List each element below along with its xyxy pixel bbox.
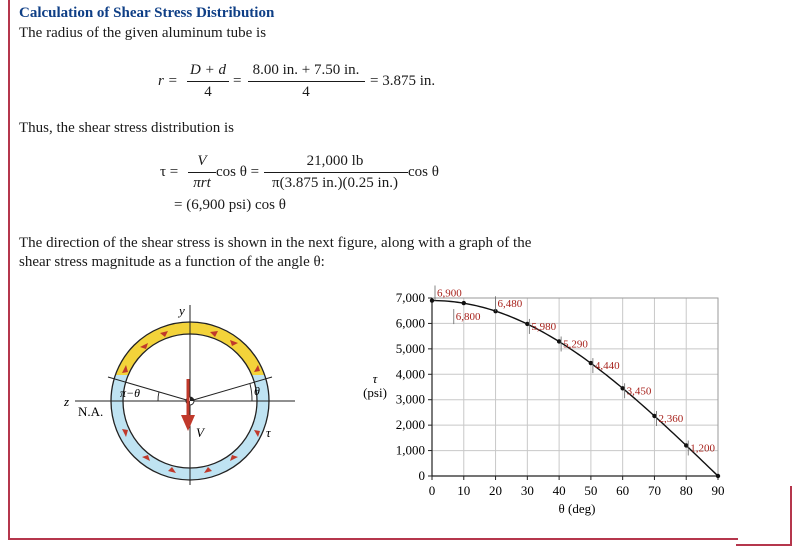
chart-tick-labels [395, 287, 725, 498]
y-tick-label-2: 2,000 [395, 417, 425, 433]
x-tick-label-3: 30 [520, 483, 534, 498]
shear-tail: cos θ [408, 164, 439, 180]
y-tick-label-6: 6,000 [395, 315, 425, 331]
data-label-7: 2,360 [658, 412, 684, 425]
shear-fraction2-numerator: 21,000 lb [306, 153, 364, 169]
radius-fraction1-bar [187, 81, 229, 82]
tube-cross-section-figure [60, 295, 320, 495]
x-tick-label-9: 90 [711, 483, 725, 498]
data-point-4 [557, 339, 561, 343]
radius-equals: = [233, 73, 242, 89]
radius-fraction2-bar [248, 81, 365, 82]
theta-angle-label: θ [254, 384, 260, 398]
x-tick-label-7: 70 [647, 483, 661, 498]
data-point-3 [525, 322, 529, 326]
data-label-3: 5,980 [531, 320, 557, 333]
y-tick-label-0: 0 [418, 468, 425, 483]
data-point-7 [652, 414, 656, 418]
data-label-2: 6,480 [497, 298, 523, 311]
radius-fraction2-denominator: 4 [302, 84, 310, 100]
data-point-8 [684, 443, 688, 447]
frame-left-rule [8, 0, 10, 540]
direction-text-line1: The direction of the shear stress is shown in the next figure, along with a graph of the [19, 235, 532, 251]
pi-minus-theta-label: π−θ [120, 386, 141, 400]
x-axis-title: θ (deg) [558, 501, 596, 516]
chart-points [430, 298, 720, 478]
shear-force-label: V [196, 425, 204, 440]
x-tick-label-0: 0 [428, 483, 436, 498]
y-axis-title-tau: τ [372, 371, 378, 386]
x-tick-label-4: 40 [552, 483, 566, 498]
x-tick-label-1: 10 [457, 483, 471, 498]
y-axis-label: y [179, 303, 185, 318]
y-axis-title-units: (psi) [363, 385, 387, 400]
shear-fraction2-bar [264, 172, 408, 173]
data-point-5 [589, 361, 593, 365]
data-label-0: 6,900 [437, 287, 462, 300]
z-axis-label: z [64, 394, 70, 409]
radius-fraction1-numerator: D + d [190, 62, 226, 78]
shear-fraction1-denominator: πrt [193, 175, 211, 191]
thus-text: Thus, the shear stress distribution is [19, 120, 234, 136]
shear-fraction1-bar [188, 172, 216, 173]
shear-fraction2-denominator: π(3.875 in.)(0.25 in.) [272, 175, 398, 191]
data-label-6: 3,450 [626, 385, 652, 398]
data-point-6 [620, 386, 624, 390]
x-tick-label-2: 20 [489, 483, 503, 498]
data-label-5: 4,440 [594, 360, 620, 373]
shear-lhs: τ = [160, 164, 179, 180]
shear-result: = (6,900 psi) cos θ [174, 197, 286, 213]
frame-tail-rule [736, 544, 792, 546]
y-tick-label-3: 3,000 [395, 391, 425, 407]
section-heading: Calculation of Shear Stress Distribution [19, 5, 275, 21]
intro-text: The radius of the given aluminum tube is [19, 25, 267, 41]
shear-mid: cos θ = [216, 164, 260, 180]
radius-fraction1-denominator: 4 [204, 84, 212, 100]
y-tick-label-1: 1,000 [395, 442, 425, 458]
direction-text-line2: shear stress magnitude as a function of the angle θ: [19, 254, 325, 270]
y-tick-label-4: 4,000 [395, 366, 425, 382]
radius-lhs: r = [158, 73, 178, 89]
angle-arc-right [250, 384, 252, 401]
data-label-4: 5,290 [563, 338, 588, 351]
data-label-1: 6,800 [455, 311, 481, 324]
data-label-8: 1,200 [690, 442, 715, 455]
shear-fraction1-numerator: V [197, 153, 207, 169]
shear-force-arrowhead [181, 415, 195, 431]
data-point-0 [430, 298, 434, 302]
plot-frame [432, 298, 718, 476]
radius-fraction2-numerator: 8.00 in. + 7.50 in. [252, 62, 360, 78]
chart-grid [432, 298, 718, 476]
stress-curve [432, 301, 718, 476]
y-tick-label-7: 7,000 [395, 290, 425, 305]
frame-bottom-rule [8, 538, 738, 540]
data-point-9 [716, 474, 720, 478]
angle-arc-left [158, 392, 159, 401]
shear-stress-chart [355, 283, 775, 523]
frame-right-rule [790, 486, 792, 546]
chart-data-labels [435, 286, 715, 456]
tau-label: τ [266, 425, 271, 440]
x-tick-label-5: 50 [584, 483, 598, 498]
data-point-1 [462, 301, 466, 305]
neutral-axis-label: N.A. [78, 404, 104, 419]
x-tick-label-6: 60 [616, 483, 630, 498]
chart-axes [428, 298, 718, 480]
y-tick-label-5: 5,000 [395, 340, 425, 356]
radius-result: = 3.875 in. [370, 73, 436, 89]
x-tick-label-8: 80 [679, 483, 693, 498]
